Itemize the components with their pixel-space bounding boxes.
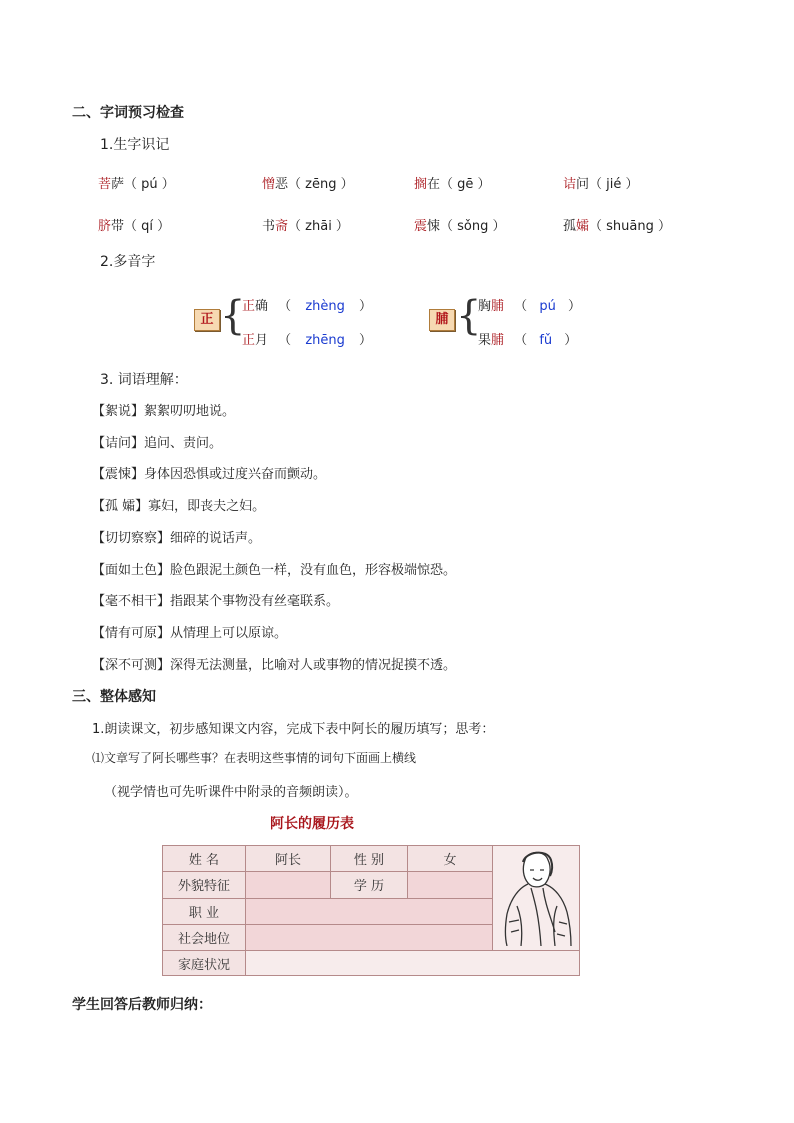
gender-label: 性 别 (331, 846, 408, 872)
definition-item: 【面如土色】脸色跟泥土颜色一样，没有血色，形容极端惊恐。 (92, 562, 457, 578)
gender-value: 女 (408, 846, 493, 872)
definition-item: 【切切察察】细碎的说话声。 (92, 530, 262, 546)
status-cell[interactable] (246, 924, 493, 950)
definition-item: 【震悚】身体因恐惧或过度兴奋而颤动。 (92, 467, 327, 483)
question-1a: ⑴文章写了阿长哪些事？在表明这些事情的词句下面画上横线 (92, 751, 417, 765)
name-value: 阿长 (246, 846, 331, 872)
status-label: 社会地位 (163, 924, 246, 950)
question-1: 1.朗读课文，初步感知课文内容，完成下表中阿长的履历填写；思考： (92, 722, 495, 737)
name-label: 姓 名 (163, 846, 246, 872)
appearance-label: 外貌特征 (163, 872, 246, 898)
portrait-image (493, 846, 580, 951)
section2-heading: 二、字词预习检查 (72, 105, 184, 121)
vocab-item: 震悚（ sǒng ） (414, 219, 506, 234)
brace-icon: { (220, 293, 246, 339)
education-cell[interactable] (408, 872, 493, 898)
family-label: 家庭状况 (163, 951, 246, 976)
portrait-illustration-icon (495, 846, 577, 946)
poly-char-box: 正 (194, 309, 220, 331)
poly-char-box: 脯 (429, 309, 455, 331)
vocab-item: 菩萨（ pú ） (98, 177, 175, 192)
definition-item: 【情有可原】从情理上可以原谅。 (92, 625, 288, 641)
definition-item: 【深不可测】深得无法测量，比喻对人或事物的情况捉摸不透。 (92, 657, 457, 673)
resume-table (162, 845, 580, 976)
vocab-item: 孤孀（ shuāng ） (563, 219, 672, 234)
family-cell[interactable] (246, 951, 580, 976)
job-cell[interactable] (246, 898, 493, 924)
education-label: 学 历 (331, 872, 408, 898)
poly-entry: 正确 （ zhèng ） (242, 299, 373, 314)
vocab-item: 憎恶（ zēng ） (262, 177, 354, 192)
subheading-new-characters: 1.生字识记 (100, 137, 170, 153)
question-1b: （视学情也可先听课件中附录的音频朗读）。 (104, 785, 358, 800)
poly-entry: 正月 （ zhēng ） (242, 333, 373, 348)
appearance-cell[interactable] (246, 872, 331, 898)
definition-item: 【毫不相干】指跟某个事物没有丝毫联系。 (92, 594, 340, 610)
poly-entry: 胸脯 （ pú ） (478, 299, 581, 314)
table-title: 阿长的履历表 (270, 816, 354, 832)
vocab-item: 书斋（ zhāi ） (262, 219, 349, 234)
poly-entry: 果脯 （ fǔ ） (478, 333, 578, 348)
vocab-item: 脐带（ qí ） (98, 219, 171, 234)
vocab-item: 搁在（ gē ） (414, 177, 491, 192)
footer-note: 学生回答后教师归纳： (72, 997, 212, 1013)
section3-heading: 三、整体感知 (72, 689, 156, 705)
job-label: 职 业 (163, 898, 246, 924)
definition-item: 【诘问】追问、责问。 (92, 435, 223, 451)
definition-item: 【孤 孀】寡妇，即丧夫之妇。 (92, 499, 266, 515)
definition-item: 【絮说】絮絮叨叨地说。 (92, 404, 236, 419)
subheading-word-meaning: 3. 词语理解： (100, 372, 188, 388)
brace-icon: { (456, 293, 482, 339)
vocab-item: 诘问（ jié ） (563, 177, 639, 192)
subheading-polyphonic: 2.多音字 (100, 254, 156, 270)
